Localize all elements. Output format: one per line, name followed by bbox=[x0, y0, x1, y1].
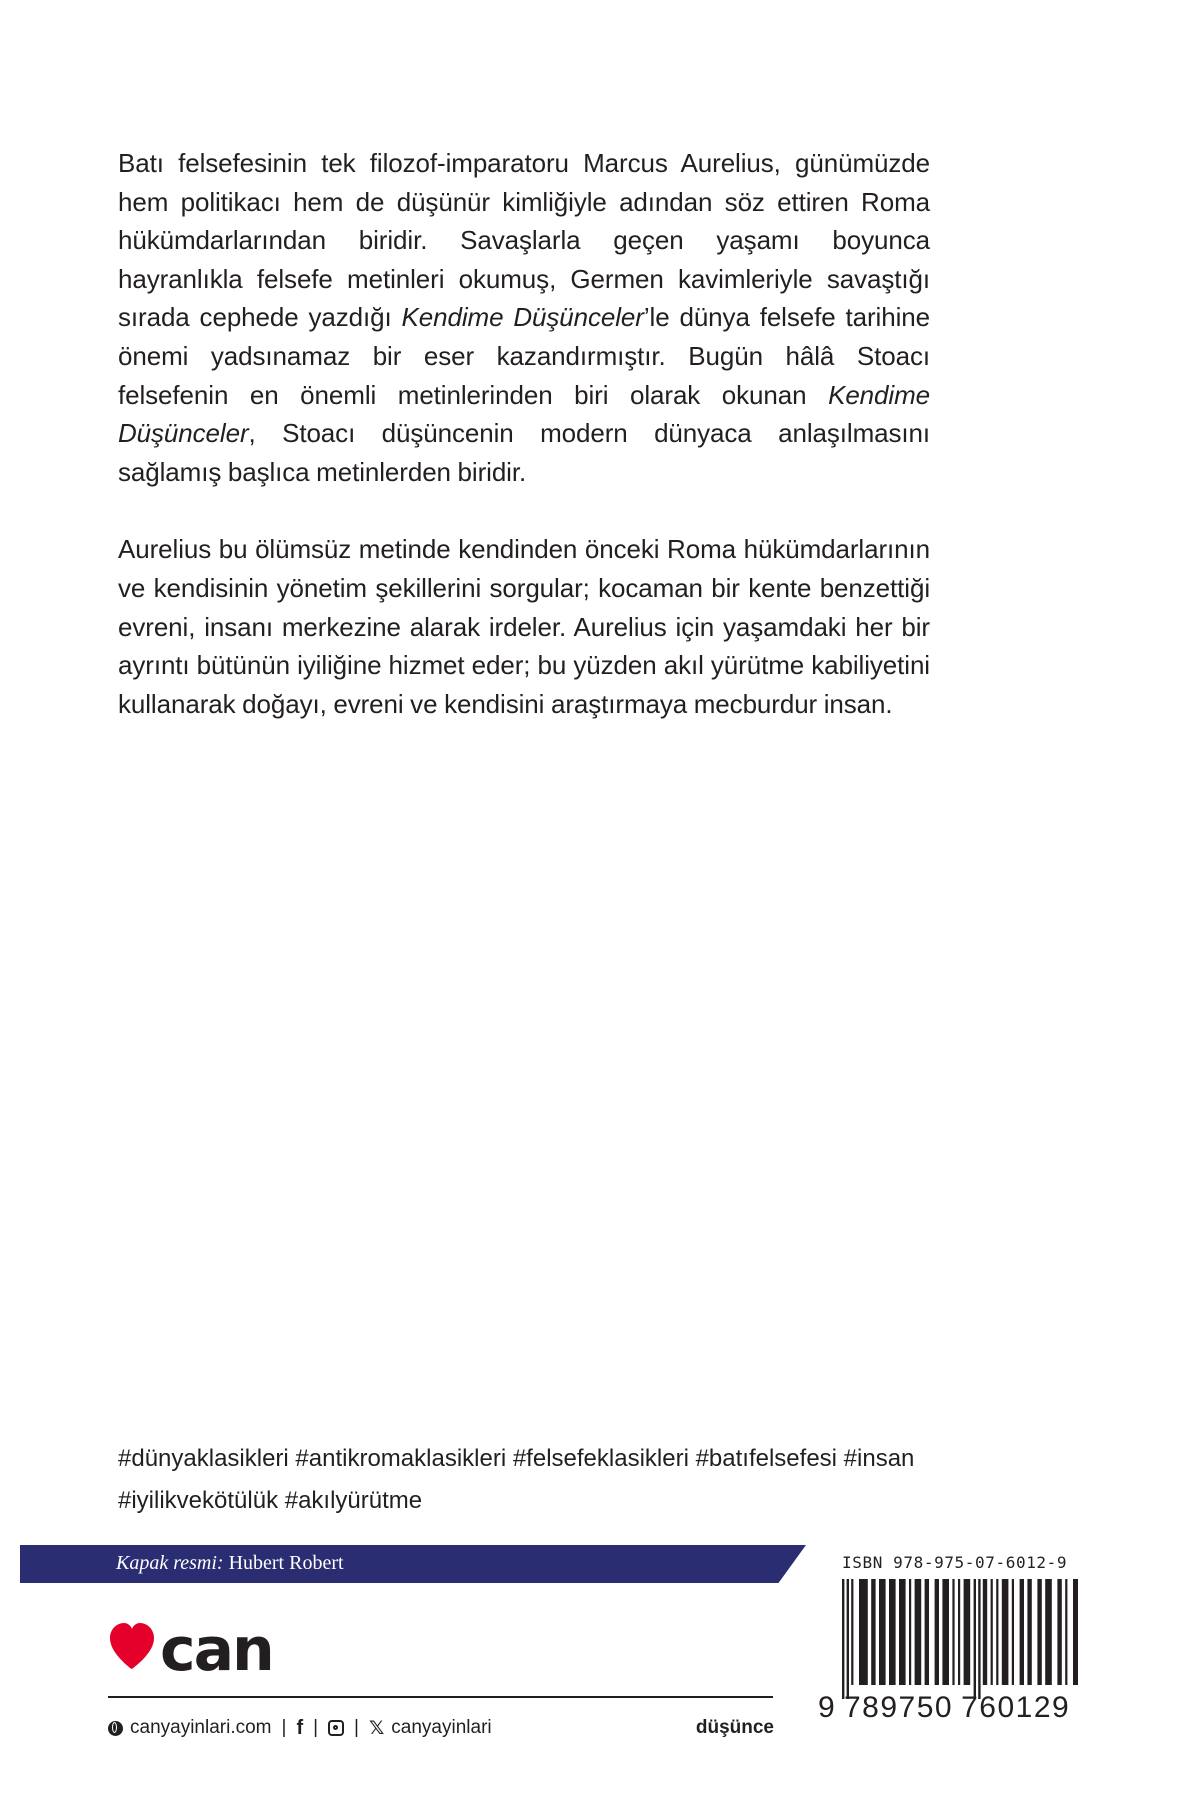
separator: | bbox=[313, 1717, 319, 1738]
handle-text: canyayinlari bbox=[391, 1717, 492, 1738]
barcode-bar bbox=[974, 1579, 976, 1699]
barcode bbox=[842, 1579, 1078, 1699]
x-handle-link[interactable] bbox=[369, 1717, 492, 1740]
blurb-paragraph-1: Batı felsefesinin tek filozof-imparatoru Marcus Aurelius, günümüzde hem politikacı hem de düşünür kimliğiyle adından söz ettiren Roma hükümdarlarından biridir. Savaşlarla geçen yaşamı boyunca hayranlıkla felsefe metinleri okumuş, Germen kavimleriyle savaştığı sırada cephede yazdığı Kendime Düşünceler’le dünya felsefe tarihine önemi yadsınamaz bir eser kazandırmıştır. Bugün hâlâ Stoacı felsefenin en önemli metinlerinden biri olarak okunan Kendime Düşünceler, Stoacı düşüncenin modern dünyaca anlaşılmasını sağlamış başlıca metinlerden biridir. bbox=[118, 148, 930, 487]
barcode-bar bbox=[1037, 1579, 1041, 1685]
can-logo bbox=[108, 1618, 298, 1678]
barcode-bar bbox=[1073, 1579, 1078, 1685]
globe-icon bbox=[108, 1721, 123, 1736]
book-title: Kendime Düşünceler bbox=[118, 379, 930, 449]
barcode-bar bbox=[958, 1579, 960, 1685]
website-text: canyayinlari.com bbox=[130, 1717, 272, 1738]
barcode-bar bbox=[851, 1579, 853, 1685]
website-link[interactable] bbox=[108, 1717, 272, 1739]
hashtags-line-2: #iyilikvekötülük #akılyürütme bbox=[118, 1487, 423, 1514]
barcode-bar bbox=[942, 1579, 949, 1685]
heart-icon bbox=[110, 1623, 154, 1669]
barcode-bar bbox=[1012, 1579, 1014, 1685]
book-title: Kendime Düşünceler bbox=[401, 302, 644, 333]
barcode-bar bbox=[1002, 1579, 1009, 1685]
barcode-bar bbox=[1020, 1579, 1024, 1685]
barcode-bar bbox=[842, 1579, 844, 1699]
barcode-bar bbox=[899, 1579, 906, 1685]
barcode-bar bbox=[996, 1579, 998, 1685]
credit-label: Kapak resmi: bbox=[116, 1552, 224, 1574]
cover-credit bbox=[116, 1552, 344, 1575]
barcode-bar bbox=[935, 1579, 939, 1685]
x-icon: 𝕏 bbox=[368, 1717, 385, 1739]
footer-bar bbox=[108, 1712, 774, 1744]
barcode-digits bbox=[818, 1691, 1078, 1725]
credit-name: Hubert Robert bbox=[228, 1552, 344, 1574]
barcode-bar bbox=[889, 1579, 896, 1685]
barcode-bar bbox=[871, 1579, 875, 1685]
barcode-bar bbox=[909, 1579, 911, 1685]
barcode-bar bbox=[879, 1579, 886, 1685]
publisher-logo bbox=[108, 1618, 298, 1678]
barcode-bar bbox=[1057, 1579, 1061, 1685]
hashtags bbox=[118, 1438, 948, 1522]
genre-label: düşünce bbox=[695, 1717, 774, 1738]
separator: | bbox=[354, 1717, 359, 1738]
facebook-icon[interactable]: f bbox=[296, 1716, 304, 1739]
barcode-digits-right: 760129 bbox=[961, 1691, 1071, 1724]
barcode-bar bbox=[847, 1579, 849, 1699]
barcode-digit-first: 9 bbox=[818, 1691, 835, 1724]
barcode-bar bbox=[952, 1579, 954, 1685]
footer-divider bbox=[108, 1696, 773, 1698]
barcode-bar bbox=[991, 1579, 993, 1685]
isbn-block bbox=[818, 1553, 1088, 1724]
barcode-digits-left: 789750 bbox=[844, 1691, 954, 1724]
barcode-bar bbox=[1045, 1579, 1052, 1685]
blurb-paragraph-2: Aurelius bu ölümsüz metinde kendinden önceki Roma hükümdarlarının ve kendisinin yönetim şekillerini sorgular; kocaman bir kente benzettiği evreni, insanı merkezine alarak irdeler. Aurelius için yaşamdaki her bir ayrıntı bütünün iyiliğine hizmet eder; bu yüzden akıl yürütme kabiliyetini kullanarak doğayı, evreni ve kendisini araştırmaya mecburdur insan. bbox=[118, 534, 930, 719]
barcode-bar bbox=[915, 1579, 922, 1685]
isbn-label: ISBN 978-975-07-6012-9 bbox=[842, 1553, 1068, 1572]
hashtags-line-1: #dünyaklasikleri #antikromaklasikleri #felsefeklasikleri #batıfelsefesi #insan bbox=[118, 1445, 915, 1472]
barcode-bar bbox=[964, 1579, 971, 1685]
instagram-icon[interactable] bbox=[328, 1720, 344, 1736]
blurb-text bbox=[118, 144, 930, 723]
barcode-bar bbox=[1027, 1579, 1031, 1685]
barcode-bar bbox=[925, 1579, 929, 1685]
barcode-bar bbox=[983, 1579, 987, 1685]
logo-wordmark: can bbox=[160, 1618, 273, 1678]
separator: | bbox=[281, 1717, 287, 1738]
barcode-bar bbox=[1065, 1579, 1067, 1685]
barcode-bar bbox=[859, 1579, 868, 1685]
barcode-bar bbox=[978, 1579, 980, 1699]
